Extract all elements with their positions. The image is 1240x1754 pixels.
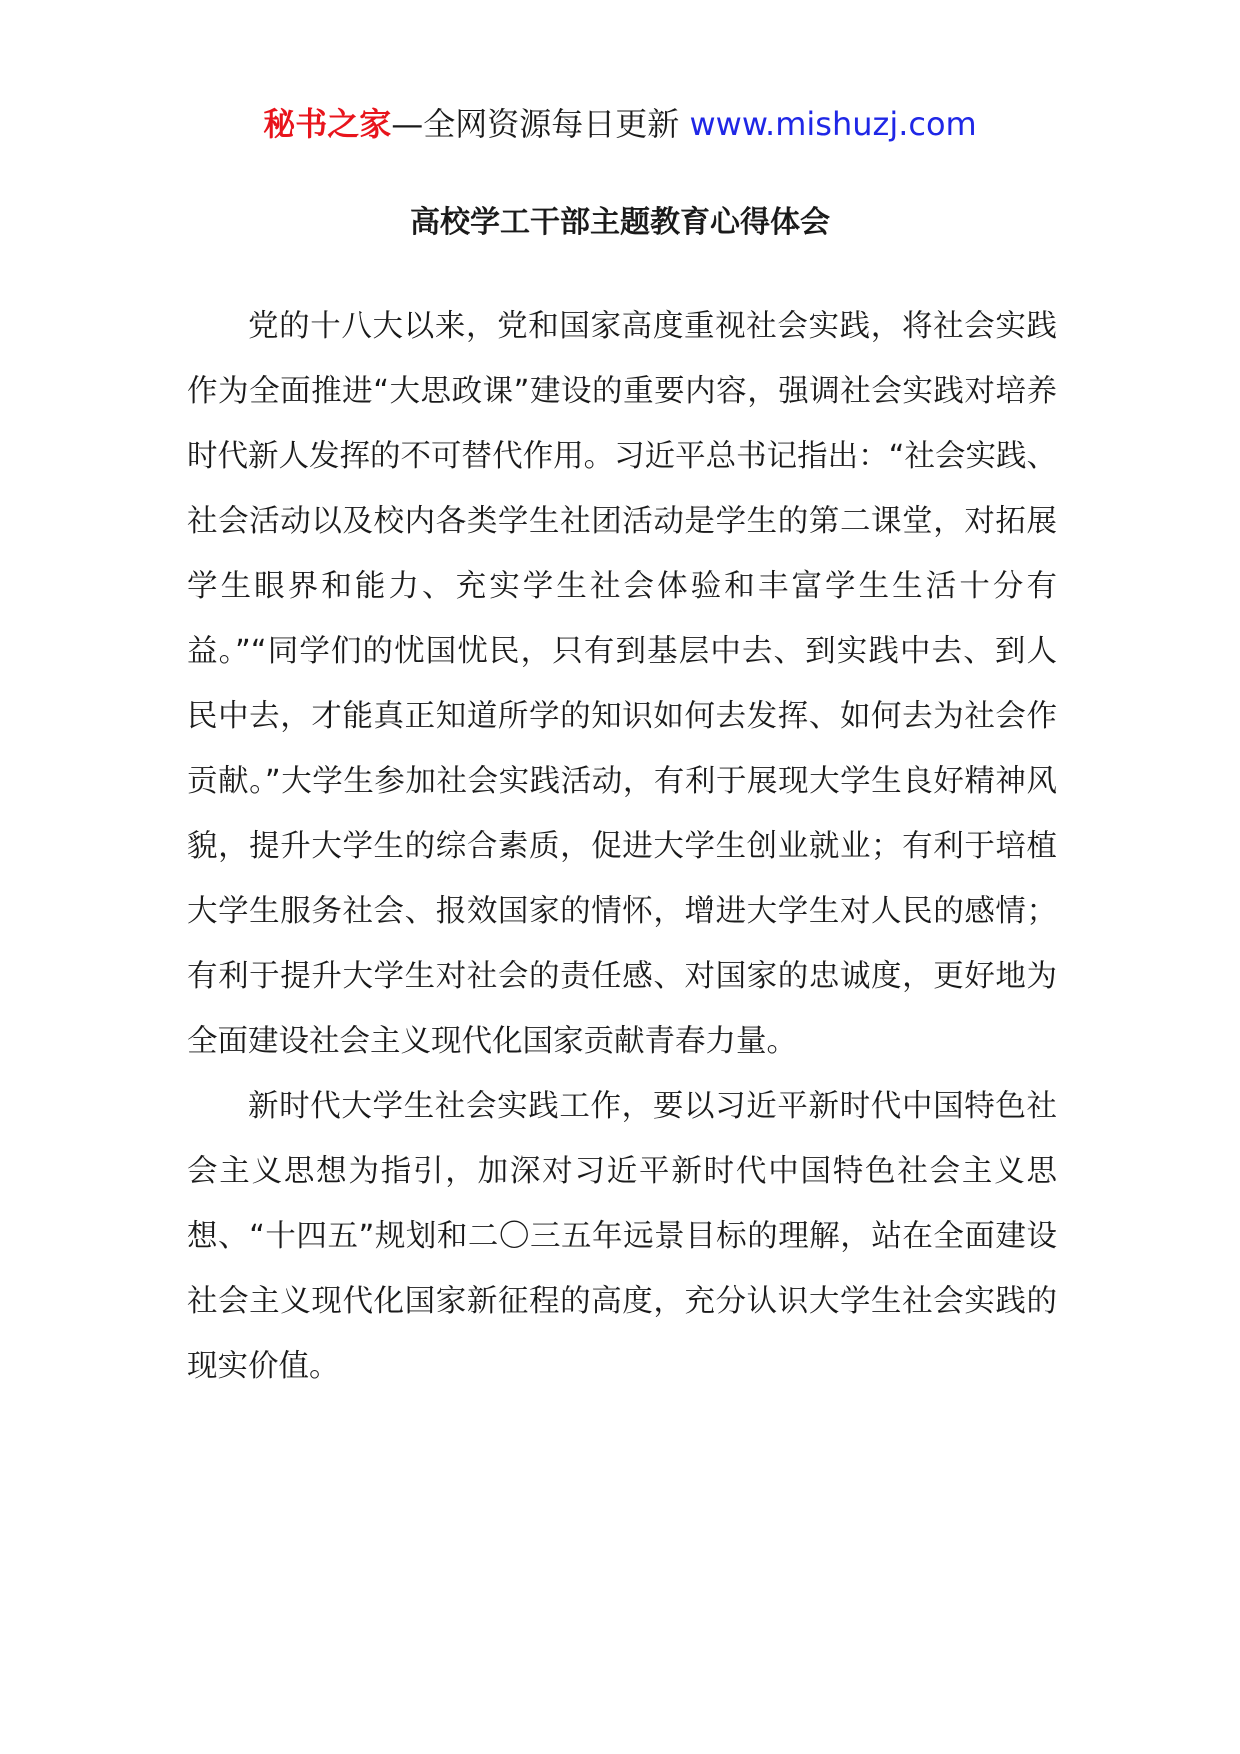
paragraph-2: 新时代大学生社会实践工作，要以习近平新时代中国特色社会主义思想为指引，加深对习近平新时代中国特色社会主义思想、“十四五”规划和二〇三五年远景目标的理解，站在全面建设社会主义现代化国家新征程的高度，充分认识大学生社会实践的现实价值。 <box>187 1089 1057 1384</box>
document-title: 高校学工干部主题教育心得体会 <box>410 205 830 240</box>
paragraph-1: 党的十八大以来，党和国家高度重视社会实践，将社会实践作为全面推进“大思政课”建设的重要内容，强调社会实践对培养时代新人发挥的不可替代作用。习近平总书记指出：“社会实践、社会活动以及校内各类学生社团活动是学生的第二课堂，对拓展学生眼界和能力、充实学生社会体验和丰富学生生活十分有益。”“同学们的忧国忧民，只有到基层中去、到实践中去、到人民中去，才能真正知道所学的知识如何去发挥、如何去为社会作贡献。”大学生参加社会实践活动，有利于展现大学生良好精神风貌，提升大学生的综合素质，促进大学生创业就业；有利于培植大学生服务社会、报效国家的情怀，增进大学生对人民的感情；有利于提升大学生对社会的责任感、对国家的忠诚度，更好地为全面建设社会主义现代化国家贡献青春力量。 <box>187 309 1057 1059</box>
document-body <box>187 294 1057 1399</box>
site-tagline: —全网资源每日更新 <box>391 105 680 143</box>
site-brand: 秘书之家 <box>263 105 392 143</box>
site-url-link[interactable]: www.mishuzj.com <box>689 105 977 143</box>
site-banner <box>0 100 1240 148</box>
